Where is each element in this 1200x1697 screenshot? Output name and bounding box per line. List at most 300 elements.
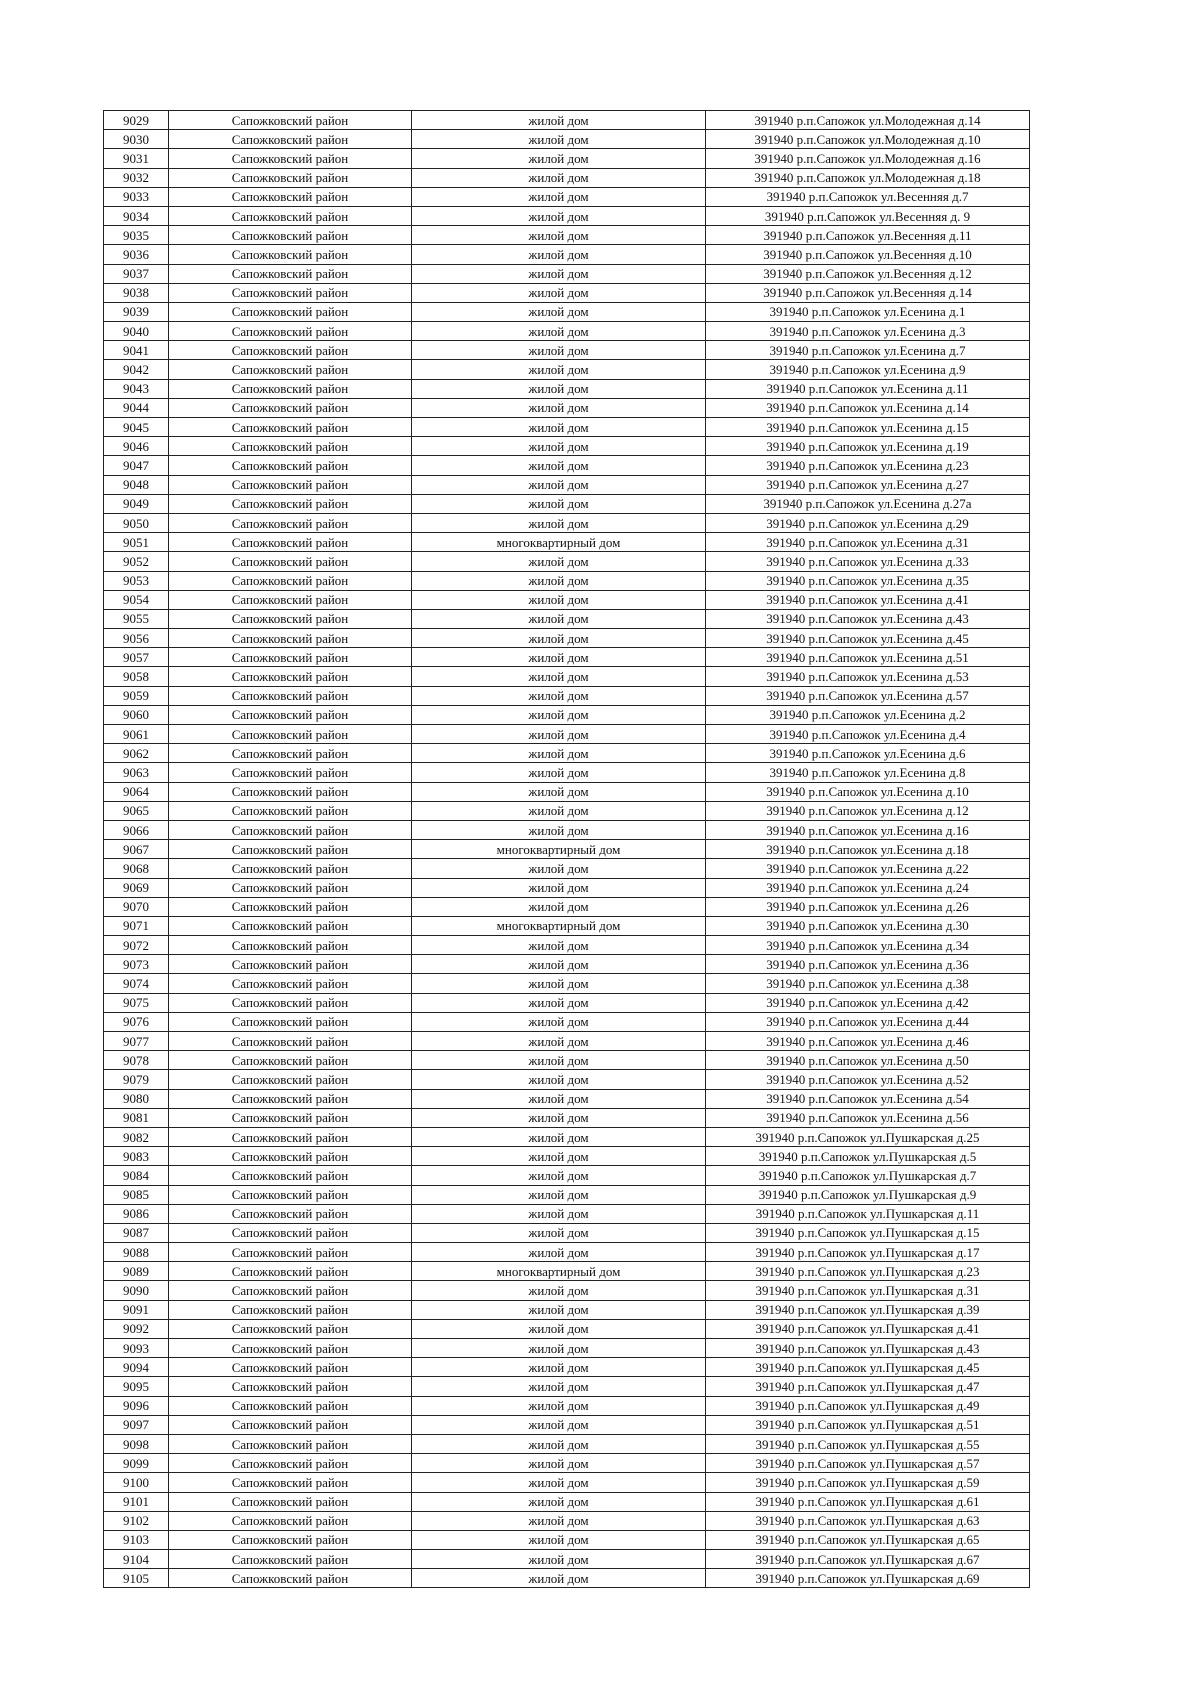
- table-row: [104, 1012, 1030, 1031]
- address-registry-table: [103, 110, 1030, 1588]
- address-cell: 391940 р.п.Сапожок ул.Есенина д.27а: [706, 494, 1030, 513]
- table-row: [104, 1511, 1030, 1530]
- record-number-cell: 9031: [104, 149, 169, 168]
- building-type-cell: жилой дом: [412, 782, 706, 801]
- address-cell: 391940 р.п.Сапожок ул.Пушкарская д.49: [706, 1396, 1030, 1415]
- table-row: [104, 667, 1030, 686]
- record-number-cell: 9032: [104, 168, 169, 187]
- table-row: [104, 1147, 1030, 1166]
- address-cell: 391940 р.п.Сапожок ул.Молодежная д.10: [706, 130, 1030, 149]
- table-row: [104, 1530, 1030, 1549]
- building-type-cell: жилой дом: [412, 590, 706, 609]
- district-cell: Сапожковский район: [169, 418, 412, 437]
- building-type-cell: жилой дом: [412, 878, 706, 897]
- building-type-cell: жилой дом: [412, 1147, 706, 1166]
- building-type-cell: жилой дом: [412, 1377, 706, 1396]
- building-type-cell: многоквартирный дом: [412, 1262, 706, 1281]
- district-cell: Сапожковский район: [169, 1415, 412, 1434]
- address-cell: 391940 р.п.Сапожок ул.Пушкарская д.55: [706, 1434, 1030, 1453]
- building-type-cell: жилой дом: [412, 1434, 706, 1453]
- district-cell: Сапожковский район: [169, 1319, 412, 1338]
- building-type-cell: жилой дом: [412, 801, 706, 820]
- record-number-cell: 9064: [104, 782, 169, 801]
- district-cell: Сапожковский район: [169, 226, 412, 245]
- table-row: [104, 571, 1030, 590]
- table-row: [104, 437, 1030, 456]
- address-cell: 391940 р.п.Сапожок ул.Пушкарская д.17: [706, 1243, 1030, 1262]
- table-row: [104, 475, 1030, 494]
- building-type-cell: жилой дом: [412, 1396, 706, 1415]
- table-row: [104, 283, 1030, 302]
- district-cell: Сапожковский район: [169, 456, 412, 475]
- record-number-cell: 9043: [104, 379, 169, 398]
- district-cell: Сапожковский район: [169, 1473, 412, 1492]
- building-type-cell: жилой дом: [412, 1569, 706, 1588]
- district-cell: Сапожковский район: [169, 322, 412, 341]
- district-cell: Сапожковский район: [169, 1569, 412, 1588]
- record-number-cell: 9051: [104, 533, 169, 552]
- district-cell: Сапожковский район: [169, 533, 412, 552]
- record-number-cell: 9088: [104, 1243, 169, 1262]
- table-row: [104, 936, 1030, 955]
- building-type-cell: жилой дом: [412, 1032, 706, 1051]
- table-row: [104, 398, 1030, 417]
- district-cell: Сапожковский район: [169, 878, 412, 897]
- building-type-cell: жилой дом: [412, 456, 706, 475]
- building-type-cell: жилой дом: [412, 475, 706, 494]
- district-cell: Сапожковский район: [169, 1492, 412, 1511]
- address-cell: 391940 р.п.Сапожок ул.Есенина д.26: [706, 897, 1030, 916]
- district-cell: Сапожковский район: [169, 916, 412, 935]
- record-number-cell: 9054: [104, 590, 169, 609]
- building-type-cell: жилой дом: [412, 1070, 706, 1089]
- building-type-cell: жилой дом: [412, 418, 706, 437]
- district-cell: Сапожковский район: [169, 398, 412, 417]
- address-cell: 391940 р.п.Сапожок ул.Есенина д.43: [706, 609, 1030, 628]
- record-number-cell: 9084: [104, 1166, 169, 1185]
- building-type-cell: жилой дом: [412, 1454, 706, 1473]
- address-cell: 391940 р.п.Сапожок ул.Есенина д.29: [706, 513, 1030, 532]
- district-cell: Сапожковский район: [169, 993, 412, 1012]
- building-type-cell: жилой дом: [412, 1492, 706, 1511]
- district-cell: Сапожковский район: [169, 168, 412, 187]
- record-number-cell: 9037: [104, 264, 169, 283]
- district-cell: Сапожковский район: [169, 1223, 412, 1242]
- table-row: [104, 859, 1030, 878]
- address-cell: 391940 р.п.Сапожок ул.Есенина д.52: [706, 1070, 1030, 1089]
- table-row: [104, 1243, 1030, 1262]
- building-type-cell: жилой дом: [412, 226, 706, 245]
- district-cell: Сапожковский район: [169, 1185, 412, 1204]
- address-cell: 391940 р.п.Сапожок ул.Есенина д.7: [706, 341, 1030, 360]
- record-number-cell: 9056: [104, 629, 169, 648]
- table-row: [104, 379, 1030, 398]
- building-type-cell: жилой дом: [412, 725, 706, 744]
- record-number-cell: 9079: [104, 1070, 169, 1089]
- district-cell: Сапожковский район: [169, 801, 412, 820]
- address-cell: 391940 р.п.Сапожок ул.Молодежная д.14: [706, 111, 1030, 130]
- address-cell: 391940 р.п.Сапожок ул.Есенина д.31: [706, 533, 1030, 552]
- district-cell: Сапожковский район: [169, 475, 412, 494]
- building-type-cell: жилой дом: [412, 149, 706, 168]
- address-cell: 391940 р.п.Сапожок ул.Пушкарская д.67: [706, 1550, 1030, 1569]
- district-cell: Сапожковский район: [169, 571, 412, 590]
- district-cell: Сапожковский район: [169, 1070, 412, 1089]
- table-row: [104, 782, 1030, 801]
- address-cell: 391940 р.п.Сапожок ул.Пушкарская д.65: [706, 1530, 1030, 1549]
- address-cell: 391940 р.п.Сапожок ул.Есенина д.19: [706, 437, 1030, 456]
- district-cell: Сапожковский район: [169, 1434, 412, 1453]
- record-number-cell: 9060: [104, 705, 169, 724]
- building-type-cell: жилой дом: [412, 648, 706, 667]
- table-row: [104, 341, 1030, 360]
- district-cell: Сапожковский район: [169, 859, 412, 878]
- record-number-cell: 9042: [104, 360, 169, 379]
- record-number-cell: 9047: [104, 456, 169, 475]
- table-row: [104, 168, 1030, 187]
- address-cell: 391940 р.п.Сапожок ул.Есенина д.23: [706, 456, 1030, 475]
- building-type-cell: жилой дом: [412, 1550, 706, 1569]
- address-cell: 391940 р.п.Сапожок ул.Пушкарская д.9: [706, 1185, 1030, 1204]
- table-row: [104, 322, 1030, 341]
- record-number-cell: 9075: [104, 993, 169, 1012]
- district-cell: Сапожковский район: [169, 1358, 412, 1377]
- address-cell: 391940 р.п.Сапожок ул.Есенина д.41: [706, 590, 1030, 609]
- building-type-cell: жилой дом: [412, 1108, 706, 1127]
- address-cell: 391940 р.п.Сапожок ул.Есенина д.27: [706, 475, 1030, 494]
- district-cell: Сапожковский район: [169, 341, 412, 360]
- address-cell: 391940 р.п.Сапожок ул.Пушкарская д.7: [706, 1166, 1030, 1185]
- record-number-cell: 9090: [104, 1281, 169, 1300]
- table-row: [104, 494, 1030, 513]
- table-row: [104, 245, 1030, 264]
- address-cell: 391940 р.п.Сапожок ул.Пушкарская д.61: [706, 1492, 1030, 1511]
- building-type-cell: жилой дом: [412, 1012, 706, 1031]
- building-type-cell: жилой дом: [412, 571, 706, 590]
- district-cell: Сапожковский район: [169, 1339, 412, 1358]
- address-cell: 391940 р.п.Сапожок ул.Молодежная д.18: [706, 168, 1030, 187]
- record-number-cell: 9104: [104, 1550, 169, 1569]
- building-type-cell: жилой дом: [412, 1089, 706, 1108]
- address-cell: 391940 р.п.Сапожок ул.Есенина д.46: [706, 1032, 1030, 1051]
- address-cell: 391940 р.п.Сапожок ул.Пушкарская д.41: [706, 1319, 1030, 1338]
- table-row: [104, 1262, 1030, 1281]
- address-cell: 391940 р.п.Сапожок ул.Пушкарская д.51: [706, 1415, 1030, 1434]
- table-row: [104, 820, 1030, 839]
- table-row: [104, 149, 1030, 168]
- table-row: [104, 264, 1030, 283]
- address-cell: 391940 р.п.Сапожок ул.Есенина д.22: [706, 859, 1030, 878]
- address-cell: 391940 р.п.Сапожок ул.Есенина д.53: [706, 667, 1030, 686]
- record-number-cell: 9049: [104, 494, 169, 513]
- building-type-cell: многоквартирный дом: [412, 840, 706, 859]
- record-number-cell: 9080: [104, 1089, 169, 1108]
- district-cell: Сапожковский район: [169, 820, 412, 839]
- table-row: [104, 130, 1030, 149]
- building-type-cell: жилой дом: [412, 264, 706, 283]
- building-type-cell: жилой дом: [412, 513, 706, 532]
- table-row: [104, 1339, 1030, 1358]
- table-row: [104, 916, 1030, 935]
- address-cell: 391940 р.п.Сапожок ул.Пушкарская д.69: [706, 1569, 1030, 1588]
- building-type-cell: жилой дом: [412, 820, 706, 839]
- building-type-cell: жилой дом: [412, 398, 706, 417]
- record-number-cell: 9083: [104, 1147, 169, 1166]
- address-cell: 391940 р.п.Сапожок ул.Есенина д.1: [706, 302, 1030, 321]
- district-cell: Сапожковский район: [169, 1396, 412, 1415]
- table-row: [104, 1377, 1030, 1396]
- record-number-cell: 9078: [104, 1051, 169, 1070]
- building-type-cell: многоквартирный дом: [412, 533, 706, 552]
- table-row: [104, 1127, 1030, 1146]
- building-type-cell: жилой дом: [412, 245, 706, 264]
- record-number-cell: 9033: [104, 187, 169, 206]
- district-cell: Сапожковский район: [169, 437, 412, 456]
- table-row: [104, 1550, 1030, 1569]
- district-cell: Сапожковский район: [169, 130, 412, 149]
- district-cell: Сапожковский район: [169, 609, 412, 628]
- address-cell: 391940 р.п.Сапожок ул.Пушкарская д.5: [706, 1147, 1030, 1166]
- table-row: [104, 725, 1030, 744]
- district-cell: Сапожковский район: [169, 283, 412, 302]
- table-row: [104, 590, 1030, 609]
- record-number-cell: 9081: [104, 1108, 169, 1127]
- address-cell: 391940 р.п.Сапожок ул.Пушкарская д.57: [706, 1454, 1030, 1473]
- record-number-cell: 9094: [104, 1358, 169, 1377]
- record-number-cell: 9065: [104, 801, 169, 820]
- table-row: [104, 705, 1030, 724]
- address-cell: 391940 р.п.Сапожок ул.Есенина д.34: [706, 936, 1030, 955]
- record-number-cell: 9068: [104, 859, 169, 878]
- table-row: [104, 1434, 1030, 1453]
- building-type-cell: жилой дом: [412, 1473, 706, 1492]
- record-number-cell: 9061: [104, 725, 169, 744]
- record-number-cell: 9098: [104, 1434, 169, 1453]
- address-cell: 391940 р.п.Сапожок ул.Есенина д.15: [706, 418, 1030, 437]
- district-cell: Сапожковский район: [169, 974, 412, 993]
- building-type-cell: жилой дом: [412, 1185, 706, 1204]
- table-row: [104, 206, 1030, 225]
- record-number-cell: 9030: [104, 130, 169, 149]
- building-type-cell: жилой дом: [412, 1204, 706, 1223]
- district-cell: Сапожковский район: [169, 1204, 412, 1223]
- record-number-cell: 9046: [104, 437, 169, 456]
- table-row: [104, 533, 1030, 552]
- table-row: [104, 955, 1030, 974]
- record-number-cell: 9087: [104, 1223, 169, 1242]
- address-cell: 391940 р.п.Сапожок ул.Есенина д.54: [706, 1089, 1030, 1108]
- building-type-cell: жилой дом: [412, 1300, 706, 1319]
- table-row: [104, 552, 1030, 571]
- record-number-cell: 9041: [104, 341, 169, 360]
- district-cell: Сапожковский район: [169, 1454, 412, 1473]
- record-number-cell: 9074: [104, 974, 169, 993]
- district-cell: Сапожковский район: [169, 264, 412, 283]
- building-type-cell: жилой дом: [412, 974, 706, 993]
- table-row: [104, 1108, 1030, 1127]
- building-type-cell: жилой дом: [412, 629, 706, 648]
- building-type-cell: жилой дом: [412, 283, 706, 302]
- table-row: [104, 897, 1030, 916]
- building-type-cell: жилой дом: [412, 609, 706, 628]
- record-number-cell: 9063: [104, 763, 169, 782]
- table-row: [104, 226, 1030, 245]
- building-type-cell: жилой дом: [412, 111, 706, 130]
- record-number-cell: 9069: [104, 878, 169, 897]
- district-cell: Сапожковский район: [169, 629, 412, 648]
- address-cell: 391940 р.п.Сапожок ул.Есенина д.10: [706, 782, 1030, 801]
- address-cell: 391940 р.п.Сапожок ул.Молодежная д.16: [706, 149, 1030, 168]
- address-cell: 391940 р.п.Сапожок ул.Пушкарская д.11: [706, 1204, 1030, 1223]
- district-cell: Сапожковский район: [169, 840, 412, 859]
- table-row: [104, 1415, 1030, 1434]
- address-cell: 391940 р.п.Сапожок ул.Есенина д.36: [706, 955, 1030, 974]
- district-cell: Сапожковский район: [169, 1032, 412, 1051]
- address-cell: 391940 р.п.Сапожок ул.Пушкарская д.25: [706, 1127, 1030, 1146]
- table-row: [104, 1070, 1030, 1089]
- building-type-cell: многоквартирный дом: [412, 916, 706, 935]
- record-number-cell: 9050: [104, 513, 169, 532]
- district-cell: Сапожковский район: [169, 1377, 412, 1396]
- building-type-cell: жилой дом: [412, 936, 706, 955]
- record-number-cell: 9073: [104, 955, 169, 974]
- district-cell: Сапожковский район: [169, 149, 412, 168]
- building-type-cell: жилой дом: [412, 322, 706, 341]
- table-row: [104, 1281, 1030, 1300]
- address-cell: 391940 р.п.Сапожок ул.Есенина д.3: [706, 322, 1030, 341]
- table-row: [104, 629, 1030, 648]
- building-type-cell: жилой дом: [412, 955, 706, 974]
- address-cell: 391940 р.п.Сапожок ул.Есенина д.30: [706, 916, 1030, 935]
- district-cell: Сапожковский район: [169, 187, 412, 206]
- address-cell: 391940 р.п.Сапожок ул.Есенина д.50: [706, 1051, 1030, 1070]
- table-row: [104, 1473, 1030, 1492]
- address-cell: 391940 р.п.Сапожок ул.Есенина д.56: [706, 1108, 1030, 1127]
- table-row: [104, 418, 1030, 437]
- address-cell: 391940 р.п.Сапожок ул.Есенина д.18: [706, 840, 1030, 859]
- building-type-cell: жилой дом: [412, 302, 706, 321]
- table-row: [104, 801, 1030, 820]
- table-row: [104, 1051, 1030, 1070]
- address-cell: 391940 р.п.Сапожок ул.Есенина д.12: [706, 801, 1030, 820]
- district-cell: Сапожковский район: [169, 763, 412, 782]
- district-cell: Сапожковский район: [169, 494, 412, 513]
- address-cell: 391940 р.п.Сапожок ул.Есенина д.9: [706, 360, 1030, 379]
- district-cell: Сапожковский район: [169, 1012, 412, 1031]
- district-cell: Сапожковский район: [169, 552, 412, 571]
- table-row: [104, 360, 1030, 379]
- table-row: [104, 878, 1030, 897]
- address-cell: 391940 р.п.Сапожок ул.Весенняя д. 9: [706, 206, 1030, 225]
- table-row: [104, 1492, 1030, 1511]
- district-cell: Сапожковский район: [169, 782, 412, 801]
- record-number-cell: 9086: [104, 1204, 169, 1223]
- building-type-cell: жилой дом: [412, 168, 706, 187]
- record-number-cell: 9099: [104, 1454, 169, 1473]
- record-number-cell: 9067: [104, 840, 169, 859]
- record-number-cell: 9034: [104, 206, 169, 225]
- address-cell: 391940 р.п.Сапожок ул.Пушкарская д.47: [706, 1377, 1030, 1396]
- table-row: [104, 1166, 1030, 1185]
- record-number-cell: 9077: [104, 1032, 169, 1051]
- table-row: [104, 1319, 1030, 1338]
- table-row: [104, 1223, 1030, 1242]
- district-cell: Сапожковский район: [169, 1511, 412, 1530]
- address-cell: 391940 р.п.Сапожок ул.Пушкарская д.45: [706, 1358, 1030, 1377]
- table-row: [104, 456, 1030, 475]
- district-cell: Сапожковский район: [169, 379, 412, 398]
- record-number-cell: 9058: [104, 667, 169, 686]
- address-cell: 391940 р.п.Сапожок ул.Есенина д.6: [706, 744, 1030, 763]
- district-cell: Сапожковский район: [169, 513, 412, 532]
- building-type-cell: жилой дом: [412, 763, 706, 782]
- record-number-cell: 9062: [104, 744, 169, 763]
- building-type-cell: жилой дом: [412, 130, 706, 149]
- district-cell: Сапожковский район: [169, 1108, 412, 1127]
- table-row: [104, 1300, 1030, 1319]
- address-cell: 391940 р.п.Сапожок ул.Есенина д.4: [706, 725, 1030, 744]
- address-cell: 391940 р.п.Сапожок ул.Пушкарская д.15: [706, 1223, 1030, 1242]
- table-row: [104, 1569, 1030, 1588]
- address-cell: 391940 р.п.Сапожок ул.Есенина д.57: [706, 686, 1030, 705]
- record-number-cell: 9095: [104, 1377, 169, 1396]
- building-type-cell: жилой дом: [412, 859, 706, 878]
- building-type-cell: жилой дом: [412, 1223, 706, 1242]
- table-row: [104, 513, 1030, 532]
- record-number-cell: 9091: [104, 1300, 169, 1319]
- building-type-cell: жилой дом: [412, 1415, 706, 1434]
- address-cell: 391940 р.п.Сапожок ул.Есенина д.42: [706, 993, 1030, 1012]
- table-row: [104, 1358, 1030, 1377]
- table-row: [104, 1089, 1030, 1108]
- building-type-cell: жилой дом: [412, 206, 706, 225]
- district-cell: Сапожковский район: [169, 1089, 412, 1108]
- building-type-cell: жилой дом: [412, 1281, 706, 1300]
- building-type-cell: жилой дом: [412, 667, 706, 686]
- record-number-cell: 9045: [104, 418, 169, 437]
- building-type-cell: жилой дом: [412, 1127, 706, 1146]
- district-cell: Сапожковский район: [169, 705, 412, 724]
- table-row: [104, 1032, 1030, 1051]
- building-type-cell: жилой дом: [412, 341, 706, 360]
- address-cell: 391940 р.п.Сапожок ул.Есенина д.11: [706, 379, 1030, 398]
- record-number-cell: 9102: [104, 1511, 169, 1530]
- building-type-cell: жилой дом: [412, 437, 706, 456]
- address-cell: 391940 р.п.Сапожок ул.Пушкарская д.31: [706, 1281, 1030, 1300]
- district-cell: Сапожковский район: [169, 1300, 412, 1319]
- record-number-cell: 9092: [104, 1319, 169, 1338]
- building-type-cell: жилой дом: [412, 1530, 706, 1549]
- address-cell: 391940 р.п.Сапожок ул.Есенина д.2: [706, 705, 1030, 724]
- address-cell: 391940 р.п.Сапожок ул.Весенняя д.14: [706, 283, 1030, 302]
- building-type-cell: жилой дом: [412, 379, 706, 398]
- table-row: [104, 648, 1030, 667]
- district-cell: Сапожковский район: [169, 360, 412, 379]
- record-number-cell: 9066: [104, 820, 169, 839]
- district-cell: Сапожковский район: [169, 1127, 412, 1146]
- district-cell: Сапожковский район: [169, 955, 412, 974]
- district-cell: Сапожковский район: [169, 111, 412, 130]
- record-number-cell: 9096: [104, 1396, 169, 1415]
- table-row: [104, 609, 1030, 628]
- building-type-cell: жилой дом: [412, 897, 706, 916]
- building-type-cell: жилой дом: [412, 1511, 706, 1530]
- building-type-cell: жилой дом: [412, 187, 706, 206]
- record-number-cell: 9070: [104, 897, 169, 916]
- table-row: [104, 187, 1030, 206]
- building-type-cell: жилой дом: [412, 494, 706, 513]
- address-cell: 391940 р.п.Сапожок ул.Есенина д.33: [706, 552, 1030, 571]
